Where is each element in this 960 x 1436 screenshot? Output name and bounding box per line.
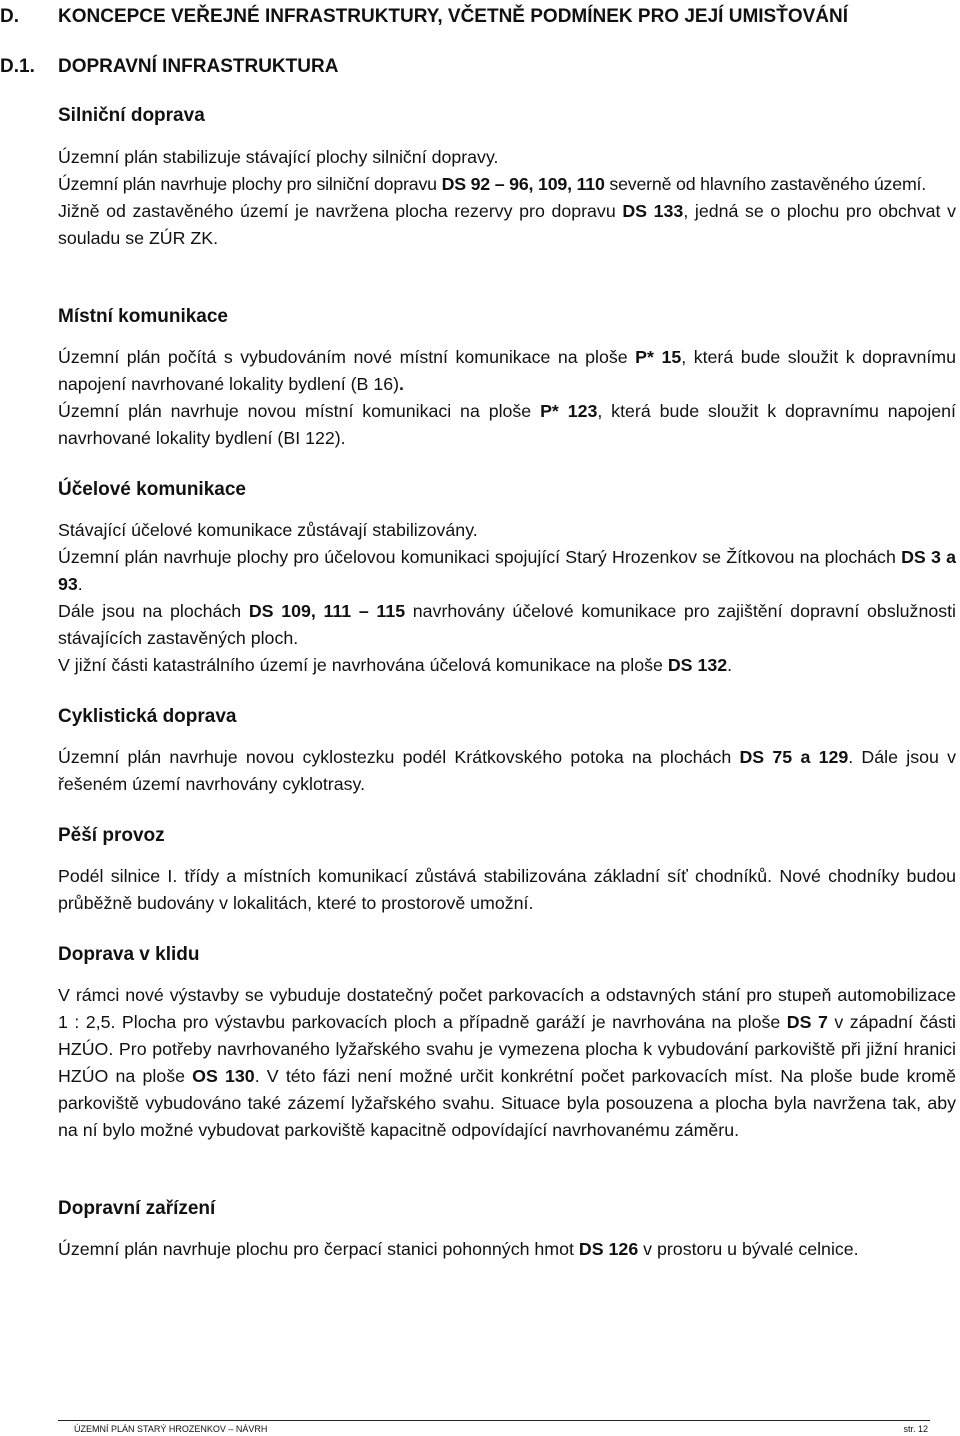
paragraph: Jižně od zastavěného území je navržena plocha rezervy pro dopravu DS 133, jedná se o plochu pro obchvat v souladu se ZÚR ZK.	[58, 201, 956, 248]
heading-dopravni-zarizeni: Dopravní zařízení	[58, 1198, 216, 1219]
paragraph: Stávající účelové komunikace zůstávají stabilizovány.	[58, 520, 478, 540]
heading-silnicni-doprava: Silniční doprava	[58, 105, 205, 126]
paragraph: Územní plán navrhuje novou místní komunikaci na ploše P* 123, která bude sloužit k dopravnímu napojení navrhované lokality bydlení (BI 122).	[58, 401, 956, 448]
pesi-provoz-text	[58, 863, 956, 917]
paragraph: Územní plán stabilizuje stávající plochy silniční dopravy.	[58, 147, 499, 167]
chapter-title: KONCEPCE VEŘEJNÉ INFRASTRUKTURY, VČETNĚ PODMÍNEK PRO JEJÍ UMISŤOVÁNÍ	[58, 6, 849, 27]
ucelove-komunikace-text	[58, 517, 956, 679]
heading-mistni-komunikace: Místní komunikace	[58, 306, 228, 327]
section-number: D.1.	[0, 56, 35, 77]
paragraph: Územní plán navrhuje plochy pro účelovou komunikaci spojující Starý Hrozenkov se Žítkovou na plochách DS 3 a 93.	[58, 547, 956, 594]
paragraph: Územní plán počítá s vybudováním nové místní komunikace na ploše P* 15, která bude sloužit k dopravnímu napojení navrhované lokality bydlení (B 16).	[58, 347, 956, 394]
footer-document-title: ÚZEMNÍ PLÁN STARÝ HROZENKOV – NÁVRH	[74, 1424, 268, 1434]
heading-cyklisticka-doprava: Cyklistická doprava	[58, 706, 237, 727]
paragraph: Územní plán navrhuje plochu pro čerpací stanici pohonných hmot DS 126 v prostoru u bývalé celnice.	[58, 1239, 859, 1259]
footer-page-number: str. 12	[903, 1424, 928, 1434]
paragraph: Územní plán navrhuje novou cyklostezku podél Krátkovského potoka na plochách DS 75 a 129. Dále jsou v řešeném území navrhovány cyklotrasy.	[58, 747, 957, 794]
silnicni-doprava-text	[58, 144, 956, 252]
section-title: DOPRAVNÍ INFRASTRUKTURA	[58, 56, 339, 77]
paragraph: Dále jsou na plochách DS 109, 111 – 115 navrhovány účelové komunikace pro zajištění dopravní obslužnosti stávajících zastavěných ploch.	[58, 601, 957, 648]
chapter-number: D.	[0, 6, 19, 27]
paragraph: Územní plán navrhuje plochy pro silniční dopravu DS 92 – 96, 109, 110 severně od hlavního zastavěného území.	[58, 174, 927, 194]
heading-doprava-v-klidu: Doprava v klidu	[58, 944, 200, 965]
paragraph: V jižní části katastrálního území je navrhována účelová komunikace na ploše DS 132.	[58, 655, 733, 675]
dopravni-zarizeni-text	[58, 1236, 956, 1263]
heading-ucelove-komunikace: Účelové komunikace	[58, 479, 246, 500]
paragraph: V rámci nové výstavby se vybuduje dostatečný počet parkovacích a odstavných stání pro stupeň automobilizace 1 : 2,5. Plocha pro výstavbu parkovacích ploch a případně garáží je navrhována na ploše DS 7 v západní části HZÚO. Pro potřeby navrhovaného lyžařského svahu je vymezena plocha k vybudování parkoviště při jižní hranici HZÚO na ploše OS 130. V této fázi není možné určit konkrétní počet parkovacích míst. Na ploše bude kromě parkoviště vybudováno také zázemí lyžařského svahu. Situace byla posouzena a plocha byla navržena tak, aby na ní bylo možné vybudovat parkoviště kapacitně odpovídající navrhovanému záměru.	[58, 985, 957, 1140]
mistni-komunikace-text	[58, 344, 956, 452]
footer-rule	[58, 1420, 930, 1421]
doprava-v-klidu-text	[58, 982, 956, 1144]
chapter-heading	[0, 6, 848, 28]
paragraph: Podél silnice I. třídy a místních komunikací zůstává stabilizována základní síť chodníků. Nové chodníky budou průběžně budovány v lokalitách, které to prostorově umožní.	[58, 866, 956, 913]
heading-pesi-provoz: Pěší provoz	[58, 825, 165, 846]
section-heading	[0, 56, 338, 78]
cyklisticka-doprava-text	[58, 744, 956, 798]
